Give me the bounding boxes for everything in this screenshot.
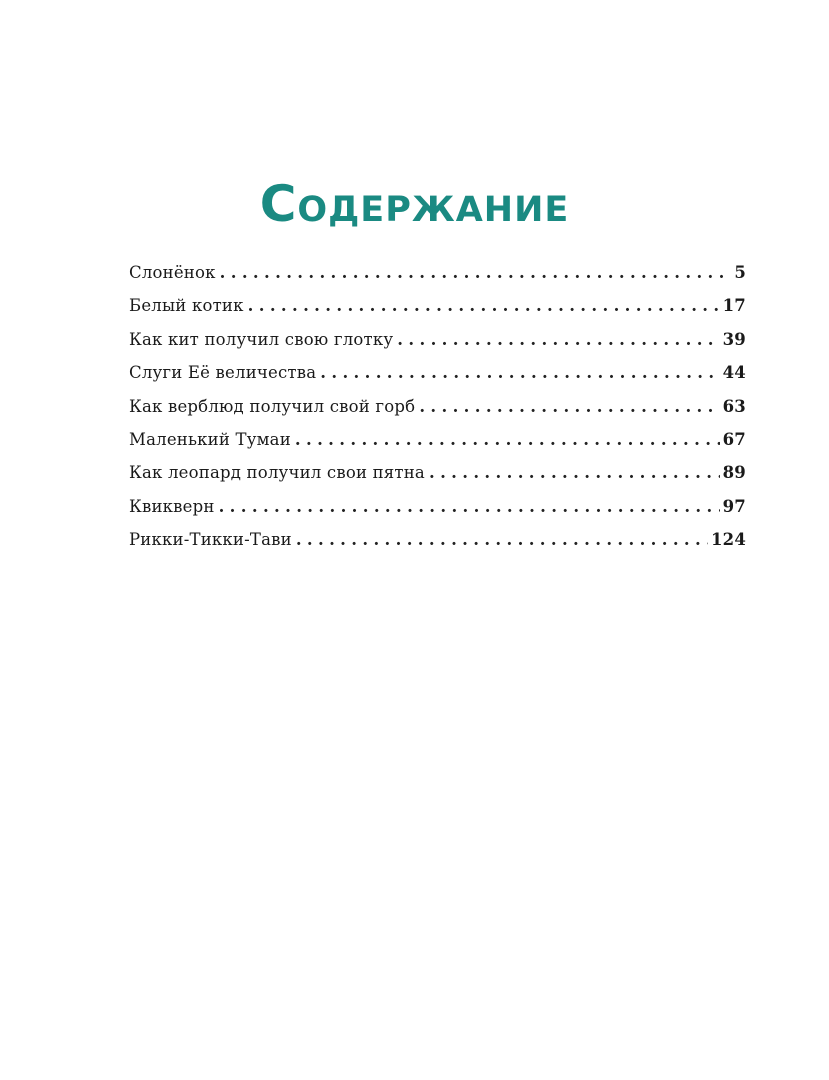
toc-entry[interactable] <box>129 430 746 463</box>
toc-entry[interactable] <box>129 397 746 430</box>
toc-entry[interactable] <box>129 330 746 363</box>
toc-entry[interactable] <box>129 263 746 296</box>
dot-leader <box>429 463 720 482</box>
toc-entry-page: 63 <box>722 396 746 416</box>
toc-entry-page: 89 <box>722 463 746 483</box>
toc-entry-title: Слонёнок <box>129 263 216 282</box>
toc-entry-page: 67 <box>722 429 746 449</box>
toc-entry-page: 5 <box>734 263 746 282</box>
toc-entry-page: 97 <box>722 496 746 516</box>
toc-entry-page: 124 <box>710 530 746 550</box>
toc-entry[interactable] <box>129 530 746 563</box>
table-of-contents <box>129 263 746 564</box>
toc-entry[interactable] <box>129 363 746 396</box>
toc-entry-title: Белый котик <box>129 296 244 316</box>
dot-leader <box>320 363 719 382</box>
toc-entry-title: Как верблюд получил свой горб <box>129 396 416 416</box>
toc-entry-page: 39 <box>722 329 746 349</box>
toc-entry-title: Как леопард получил свои пятна <box>129 463 425 483</box>
page-title: Содержание <box>259 175 570 233</box>
toc-entry-title: Квикверн <box>129 496 215 516</box>
dot-leader <box>248 296 720 315</box>
dot-leader <box>219 497 720 516</box>
toc-entry[interactable] <box>129 497 746 530</box>
toc-entry-title: Рикки-Тикки-Тави <box>129 530 292 550</box>
toc-entry[interactable] <box>129 463 746 496</box>
toc-entry-title: Слуги Её величества <box>129 363 317 383</box>
toc-entry-page: 17 <box>722 296 746 316</box>
toc-entry[interactable] <box>129 296 746 329</box>
dot-leader <box>296 530 708 549</box>
dot-leader <box>419 397 719 416</box>
toc-entry-page: 44 <box>722 363 746 383</box>
toc-entry-title: Маленький Тумаи <box>129 429 291 449</box>
dot-leader <box>220 263 732 282</box>
dot-leader <box>295 430 720 449</box>
toc-entry-title: Как кит получил свою глотку <box>129 329 394 349</box>
dot-leader <box>397 330 719 349</box>
